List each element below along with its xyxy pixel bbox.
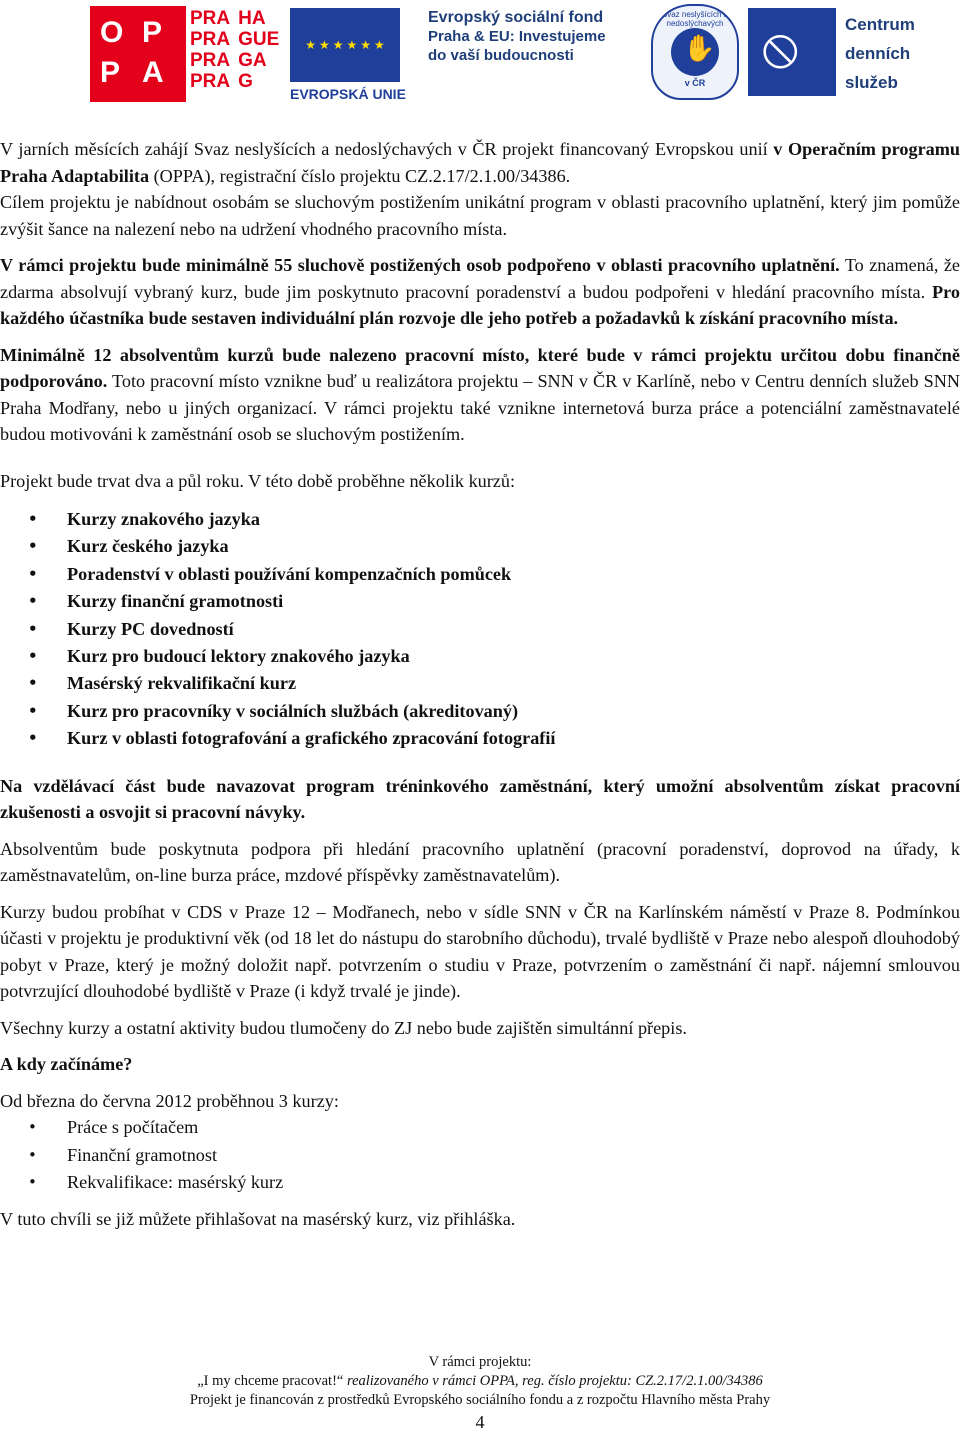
intro-text: V jarních měsících zahájí Svaz neslyšících a nedoslýchavých v ČR projekt financovaný Evropskou unií [0,139,774,159]
section-heading: A kdy začínáme? [0,1054,133,1075]
eu-flag-icon [290,8,400,82]
paragraph-duration: Projekt bude trvat dva a půl roku. V této době proběhne několik kurzů: [0,470,516,491]
spring-course-list [0,1114,960,1196]
footer-quote: „I my chceme pracovat!“ [197,1373,344,1389]
paragraph-training [0,773,960,826]
praha-part: PRA [190,29,231,50]
snn-top-text: Svaz neslyšících a nedoslýchavých [661,10,729,28]
intro-program: v Operačním programu Praha Adaptabilita [0,139,960,186]
paragraph-scope [0,252,960,332]
list-item: • Práce s počítačem [0,1114,960,1141]
paragraph-spring: Od března do června 2012 proběhnou 3 kurzy: [0,1090,339,1111]
list-item: • Kurz v oblasti fotografování a grafického zpracování fotografií [0,725,960,752]
intro-registration: (OPPA), registrační číslo projektu CZ.2.17/2.1.00/34386. [149,165,571,186]
jobs-bold: Minimálně 12 absolventům kurzů bude nalezeno pracovní místo, které bude v rámci projektu určitou dobu finančně podporováno. [0,344,960,391]
oppa-red-square [90,6,186,102]
eu-label: EVROPSKÁ UNIE [290,86,406,102]
course-list [0,506,960,753]
paragraph-location: Kurzy budou probíhat v CDS v Praze 12 – Modřanech, nebo v sídle SNN v ČR na Karlínském náměstí v Praze 8. Podmínkou účasti v projektu je produktivní věk (od 18 let do nástupu do starobního důchodu), trvalé bydliště v Praze nebo alespoň dlouhodobý pobyt v Praze, který je možný doložit např. potvrzením o studiu v Praze, potvrzením o zaměstnání či např. nájemní smlouvou potvrzující dlouhodobé bydliště v Praze (i když trvalé je jinde). [0,901,960,1002]
scope-text: To znamená, že zdarma absolvují vybraný kurz, bude jim poskytnuto pracovní poradenství a budou podpořeni v hledání pracovního místa. [0,255,960,302]
esf-logo [428,8,638,65]
ear-icon: ✋ [683,34,716,64]
footer-line2 [0,1372,960,1391]
praha-part: PRA [190,8,231,29]
scope-plan: Pro každého účastníka bude sestaven individuální plán rozvoje dle jeho potřeb a požadavků k získání pracovního místa. [0,281,960,328]
cds-line1: Centrum [845,15,915,34]
snn-badge [651,4,739,100]
page-footer [0,1353,960,1410]
paragraph-interpreting: Všechny kurzy a ostatní aktivity budou tlumočeny do ZJ nebo bude zajištěn simultánní přepis. [0,1017,687,1038]
oppa-logo [90,6,410,102]
paragraph-signup: V tuto chvíli se již můžete přihlašovat na masérský kurz, viz přihláška. [0,1209,516,1230]
paragraph-support: Absolventům bude poskytnuta podpora při hledání pracovního uplatnění (pracovní poradenství, doprovod na úřady, k zaměstnavatelům, on-line burza práce, mzdové příspěvky zaměstnavatelům). [0,838,960,886]
praha-part: PRA [190,50,231,71]
snn-logo [646,4,740,100]
praha-part: G [238,71,253,92]
list-item: • Masérský rekvalifikační kurz [0,670,960,697]
oppa-letter-a: A [142,56,164,89]
oppa-letter-p1: P [142,16,163,49]
list-item: • Kurz pro budoucí lektory znakového jazyka [0,643,960,670]
praha-part: HA [238,8,266,29]
list-item: • Kurzy PC dovedností [0,616,960,643]
footer-line1: V rámci projektu: [428,1354,532,1370]
list-item: • Kurzy finanční gramotnosti [0,588,960,615]
oppa-letter-o: O [100,16,124,49]
list-item: • Kurzy znakového jazyka [0,506,960,533]
paragraph-jobs [0,342,960,448]
jobs-text: Toto pracovní místo vznikne buď u realizátora projektu – SNN v ČR v Karlíně, nebo v Centru denních služeb SNN Praha Modřany, nebo u jiných organizací. V rámci projektu také vznikne internetová burza práce a potenciální zaměstnavatelé budou motivováni k zaměstnání osob se sluchovým postižením. [0,371,960,444]
list-item: • Kurz pro pracovníky v sociálních službách (akreditovaný) [0,698,960,725]
paragraph-goal: Cílem projektu je nabídnout osobám se sluchovým postižením unikátní program v oblasti pracovního uplatnění, který jim pomůže zvýšit šance na nalezení nebo na udržení vhodného pracovního místa. [0,192,960,239]
training-bold: Na vzdělávací část bude navazovat program tréninkového zaměstnání, který umožní absolventům získat pracovní zkušenosti a osvojit si pracovní návyky. [0,775,960,823]
praha-part: PRA [190,71,231,92]
esf-line1: Evropský sociální fond [428,9,604,26]
cds-line2: denních [845,44,911,63]
cds-line3: služeb [845,73,898,92]
list-item: • Kurz českého jazyka [0,533,960,560]
list-item: • Finanční gramotnost [0,1142,960,1169]
esf-line2: Praha & EU: Investujeme [428,28,606,45]
list-item: • Rekvalifikace: masérský kurz [0,1169,960,1196]
page-number: 4 [475,1412,485,1432]
snn-bottom-text: v ČR [684,78,706,88]
list-item: • Poradenství v oblasti používání kompenzačních pomůcek [0,561,960,588]
eu-stars-icon: ★ ★ ★ ★ ★ ★ [305,38,385,52]
footer-project: realizovaného v rámci OPPA, reg. číslo projektu: CZ.2.17/2.1.00/34386 [343,1373,763,1389]
hearing-impaired-icon [748,8,836,96]
footer-line3: Projekt je financován z prostředků Evropského sociálního fondu a z rozpočtu Hlavního města Prahy [189,1392,771,1408]
deaf-ear-icon: ⦸ [762,15,799,80]
oppa-letter-p2: P [100,56,121,89]
esf-line3: do vaší budoucnosti [428,47,574,64]
praha-part: GUE [238,29,280,50]
scope-bold: V rámci projektu bude minimálně 55 sluchově postižených osob podpořeno v oblasti pracovního uplatnění. [0,255,840,275]
paragraph-intro [0,136,960,189]
praha-part: GA [238,50,267,71]
cds-logo [845,10,955,97]
document-body [0,136,960,1233]
header-logos [0,0,960,110]
